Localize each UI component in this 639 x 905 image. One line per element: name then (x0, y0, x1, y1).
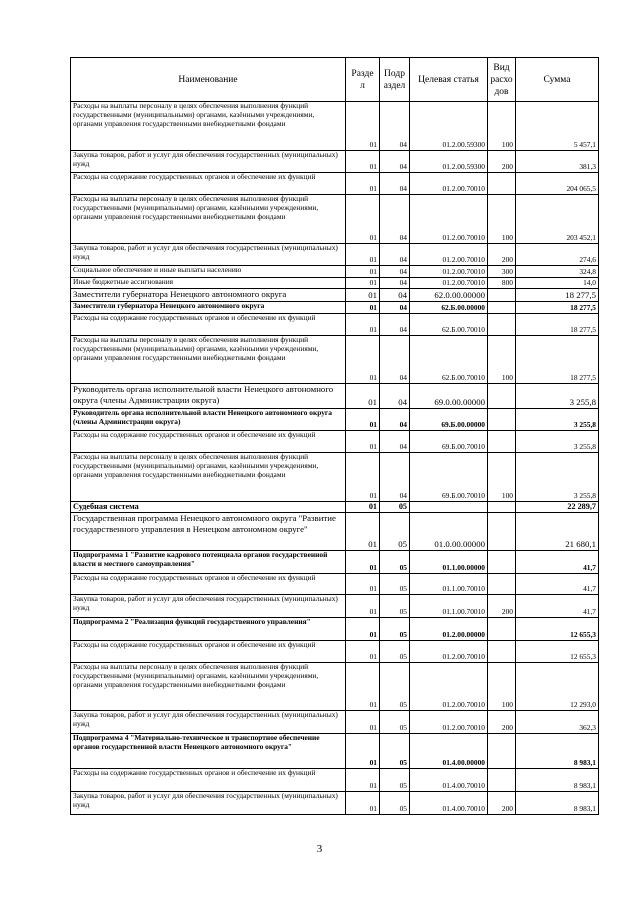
row-target: 01.4.00.70010 (410, 792, 488, 815)
header-target: Целевая статья (410, 58, 488, 102)
table-row (71, 734, 599, 769)
header-vr: Вид расхо дов (488, 58, 516, 102)
row-vr: 200 (488, 792, 516, 815)
row-razdel: 01 (346, 336, 380, 384)
row-name: Расходы на выплаты персоналу в целях обеспечения выполнения функций государственными (муниципальными) органами, казённыими учреждениями, органами управления государственными внебюджетными фондами (71, 195, 346, 244)
table-row (71, 384, 599, 409)
row-name: Подпрограмма 4 "Материально-техническое и транспортное обеспечение органов государственной власти Ненецкого автономного округа" (71, 734, 346, 769)
row-vr: 100 (488, 663, 516, 711)
row-name: Расходы на содержание государственных органов и обеспечение их функций (71, 173, 346, 195)
row-razdel: 01 (346, 595, 380, 618)
row-vr (488, 314, 516, 336)
row-name: Иные бюджетные ассигнования (71, 278, 346, 289)
budget-sheet (70, 57, 598, 815)
row-razdel: 01 (346, 244, 380, 266)
row-podrazdel: 05 (380, 734, 410, 769)
row-razdel: 01 (346, 513, 380, 551)
row-podrazdel: 05 (380, 574, 410, 595)
header-sum: Сумма (516, 58, 599, 102)
row-razdel: 01 (346, 102, 380, 151)
row-sum: 12 655,3 (516, 641, 599, 663)
table-row (71, 195, 599, 244)
row-target: 01.2.00.59300 (410, 102, 488, 151)
row-razdel: 01 (346, 151, 380, 173)
row-razdel: 01 (346, 195, 380, 244)
table-row (71, 244, 599, 266)
row-name: Расходы на содержание государственных органов и обеспечение их функций (71, 769, 346, 792)
table-row (71, 314, 599, 336)
row-podrazdel: 04 (380, 244, 410, 266)
row-sum: 41,7 (516, 551, 599, 574)
row-sum: 362,3 (516, 711, 599, 734)
row-name: Подпрограмма 2 "Реализация функций государственного управления" (71, 618, 346, 641)
row-name: Расходы на содержание государственных органов и обеспечение их функций (71, 574, 346, 595)
row-podrazdel: 04 (380, 336, 410, 384)
row-vr (488, 641, 516, 663)
row-razdel: 01 (346, 384, 380, 409)
table-row (71, 431, 599, 453)
row-vr: 100 (488, 453, 516, 502)
row-sum: 3 255,8 (516, 384, 599, 409)
table-row (71, 663, 599, 711)
row-podrazdel: 05 (380, 513, 410, 551)
row-target: 69.Б.00.00000 (410, 409, 488, 431)
budget-table (70, 57, 599, 815)
row-vr: 100 (488, 195, 516, 244)
row-sum: 41,7 (516, 595, 599, 618)
row-vr (488, 502, 516, 513)
row-vr: 200 (488, 711, 516, 734)
row-podrazdel: 04 (380, 102, 410, 151)
row-razdel: 01 (346, 641, 380, 663)
row-sum: 3 255,8 (516, 453, 599, 502)
row-target: 01.2.00.00000 (410, 618, 488, 641)
row-sum: 203 452,1 (516, 195, 599, 244)
row-vr (488, 551, 516, 574)
row-target: 62.Б.00.00000 (410, 302, 488, 314)
row-razdel: 01 (346, 792, 380, 815)
row-podrazdel: 05 (380, 618, 410, 641)
row-razdel: 01 (346, 769, 380, 792)
table-row (71, 453, 599, 502)
page-number: 3 (316, 843, 323, 855)
row-razdel: 01 (346, 431, 380, 453)
table-row (71, 502, 599, 513)
row-podrazdel: 04 (380, 453, 410, 502)
row-podrazdel: 04 (380, 384, 410, 409)
table-body (71, 102, 599, 815)
table-row (71, 151, 599, 173)
row-podrazdel: 05 (380, 595, 410, 618)
table-row (71, 278, 599, 289)
row-sum: 8 983,1 (516, 769, 599, 792)
row-podrazdel: 04 (380, 173, 410, 195)
row-sum: 18 277,5 (516, 289, 599, 302)
row-vr (488, 302, 516, 314)
row-vr (488, 173, 516, 195)
row-name: Социальное обеспечение и иные выплаты населению (71, 266, 346, 278)
row-vr (488, 513, 516, 551)
table-row (71, 595, 599, 618)
row-podrazdel: 04 (380, 278, 410, 289)
row-podrazdel: 04 (380, 409, 410, 431)
table-row (71, 769, 599, 792)
row-name: Расходы на выплаты персоналу в целях обеспечения выполнения функций государственными (муниципальными) органами, казённыими учреждениями, органами управления государственными внебюджетными фондами (71, 336, 346, 384)
row-sum: 5 457,1 (516, 102, 599, 151)
row-sum: 12 655,3 (516, 618, 599, 641)
row-target: 01.4.00.00000 (410, 734, 488, 769)
header-name: Наименование (71, 58, 346, 102)
table-row (71, 641, 599, 663)
row-razdel: 01 (346, 574, 380, 595)
row-sum: 8 983,1 (516, 792, 599, 815)
row-sum: 324,8 (516, 266, 599, 278)
row-sum: 14,0 (516, 278, 599, 289)
row-vr: 200 (488, 595, 516, 618)
row-sum: 18 277,5 (516, 314, 599, 336)
row-podrazdel: 05 (380, 792, 410, 815)
row-razdel: 01 (346, 551, 380, 574)
row-name: Закупка товаров, работ и услуг для обеспечения государственных (муниципальных) нужд (71, 244, 346, 266)
row-name: Расходы на выплаты персоналу в целях обеспечения выполнения функций государственными (муниципальными) органами, казённыими учреждениями, органами управления государственными внебюджетными фондами (71, 663, 346, 711)
table-row (71, 551, 599, 574)
row-podrazdel: 05 (380, 502, 410, 513)
row-name: Закупка товаров, работ и услуг для обеспечения государственных (муниципальных) нужд (71, 595, 346, 618)
row-target: 69.Б.00.70010 (410, 453, 488, 502)
row-razdel: 01 (346, 278, 380, 289)
row-name: Расходы на выплаты персоналу в целях обеспечения выполнения функций государственными (муниципальными) органами, казённыими учреждениями, органами управления государственными внебюджетными фондами (71, 453, 346, 502)
row-target: 69.0.00.00000 (410, 384, 488, 409)
row-vr (488, 384, 516, 409)
row-sum: 3 255,8 (516, 431, 599, 453)
row-target: 01.1.00.70010 (410, 574, 488, 595)
row-target: 62.Б.00.70010 (410, 314, 488, 336)
row-razdel: 01 (346, 734, 380, 769)
row-vr: 200 (488, 151, 516, 173)
row-vr (488, 289, 516, 302)
row-sum: 381,3 (516, 151, 599, 173)
row-name: Расходы на содержание государственных органов и обеспечение их функций (71, 641, 346, 663)
row-razdel: 01 (346, 453, 380, 502)
row-razdel: 01 (346, 409, 380, 431)
row-target: 62.0.00.00000 (410, 289, 488, 302)
row-name: Закупка товаров, работ и услуг для обеспечения государственных (муниципальных) нужд (71, 792, 346, 815)
row-name: Судебная система (71, 502, 346, 513)
row-podrazdel: 05 (380, 663, 410, 711)
row-sum: 41,7 (516, 574, 599, 595)
row-vr: 300 (488, 266, 516, 278)
row-target: 01.0.00.00000 (410, 513, 488, 551)
row-vr (488, 769, 516, 792)
row-razdel: 01 (346, 618, 380, 641)
table-row (71, 336, 599, 384)
row-target: 62.Б.00.70010 (410, 336, 488, 384)
table-row (71, 173, 599, 195)
row-target: 01.2.00.70010 (410, 641, 488, 663)
row-target: 01.2.00.70010 (410, 195, 488, 244)
row-podrazdel: 04 (380, 431, 410, 453)
row-sum: 22 289,7 (516, 502, 599, 513)
table-row (71, 574, 599, 595)
row-razdel: 01 (346, 502, 380, 513)
row-sum: 8 983,1 (516, 734, 599, 769)
row-name: Заместители губернатора Ненецкого автономного округа (71, 302, 346, 314)
table-row (71, 102, 599, 151)
row-name: Расходы на выплаты персоналу в целях обеспечения выполнения функций государственными (муниципальными) органами, казёнными учреждениями, органами управления государственными внебюджетными фондами (71, 102, 346, 151)
table-row (71, 302, 599, 314)
row-target: 01.2.00.70010 (410, 663, 488, 711)
row-target: 01.2.00.59300 (410, 151, 488, 173)
row-target: 01.2.00.70010 (410, 244, 488, 266)
row-name: Расходы на содержание государственных органов и обеспечение их функций (71, 314, 346, 336)
row-target: 01.1.00.00000 (410, 551, 488, 574)
header-row (71, 58, 599, 102)
row-razdel: 01 (346, 711, 380, 734)
row-vr (488, 734, 516, 769)
row-razdel: 01 (346, 302, 380, 314)
row-sum: 21 680,1 (516, 513, 599, 551)
row-name: Руководитель органа исполнительной власти Ненецкого автономного округа (члены Администрации округа) (71, 384, 346, 409)
row-target: 01.1.00.70010 (410, 595, 488, 618)
row-target: 01.4.00.70010 (410, 769, 488, 792)
row-podrazdel: 04 (380, 302, 410, 314)
row-podrazdel: 05 (380, 711, 410, 734)
row-razdel: 01 (346, 266, 380, 278)
header-razdel: Разде л (346, 58, 380, 102)
row-razdel: 01 (346, 314, 380, 336)
row-razdel: 01 (346, 289, 380, 302)
row-podrazdel: 05 (380, 641, 410, 663)
row-vr (488, 618, 516, 641)
row-sum: 12 293,0 (516, 663, 599, 711)
row-podrazdel: 04 (380, 266, 410, 278)
row-target: 01.2.00.70010 (410, 278, 488, 289)
row-target (410, 502, 488, 513)
row-vr (488, 431, 516, 453)
table-row (71, 711, 599, 734)
row-podrazdel: 04 (380, 195, 410, 244)
row-target: 01.2.00.70010 (410, 711, 488, 734)
row-name: Закупка товаров, работ и услуг для обеспечения государственных (муниципальных) нужд (71, 151, 346, 173)
row-podrazdel: 04 (380, 314, 410, 336)
row-razdel: 01 (346, 663, 380, 711)
row-name: Государственная программа Ненецкого автономного округа "Развитие государственного управления в Ненецком автономном округе" (71, 513, 346, 551)
row-name: Заместители губернатора Ненецкого автономного округа (71, 289, 346, 302)
row-vr (488, 574, 516, 595)
table-row (71, 289, 599, 302)
row-razdel: 01 (346, 173, 380, 195)
row-sum: 204 065,5 (516, 173, 599, 195)
row-vr (488, 409, 516, 431)
row-sum: 3 255,8 (516, 409, 599, 431)
row-vr: 200 (488, 244, 516, 266)
row-vr: 100 (488, 102, 516, 151)
row-target: 01.2.00.70010 (410, 173, 488, 195)
row-sum: 18 277,5 (516, 336, 599, 384)
row-podrazdel: 04 (380, 151, 410, 173)
row-sum: 274,6 (516, 244, 599, 266)
row-name: Закупка товаров, работ и услуг для обеспечения государственных (муниципальных) нужд (71, 711, 346, 734)
row-name: Руководитель органа исполнительной власти Ненецкого автономного округа (члены Администрации округа) (71, 409, 346, 431)
table-row (71, 792, 599, 815)
header-podrazdel: Подр аздел (380, 58, 410, 102)
row-name: Подпрограмма 1 "Развитие кадрового потенциала органов государственной власти и местного самоуправления" (71, 551, 346, 574)
table-row (71, 513, 599, 551)
row-target: 69.Б.00.70010 (410, 431, 488, 453)
row-vr: 100 (488, 336, 516, 384)
row-name: Расходы на содержание государственных органов и обеспечение их функций (71, 431, 346, 453)
row-vr: 800 (488, 278, 516, 289)
table-row (71, 618, 599, 641)
row-podrazdel: 05 (380, 769, 410, 792)
row-sum: 18 277,5 (516, 302, 599, 314)
table-row (71, 266, 599, 278)
table-row (71, 409, 599, 431)
row-podrazdel: 04 (380, 289, 410, 302)
row-podrazdel: 05 (380, 551, 410, 574)
row-target: 01.2.00.70010 (410, 266, 488, 278)
